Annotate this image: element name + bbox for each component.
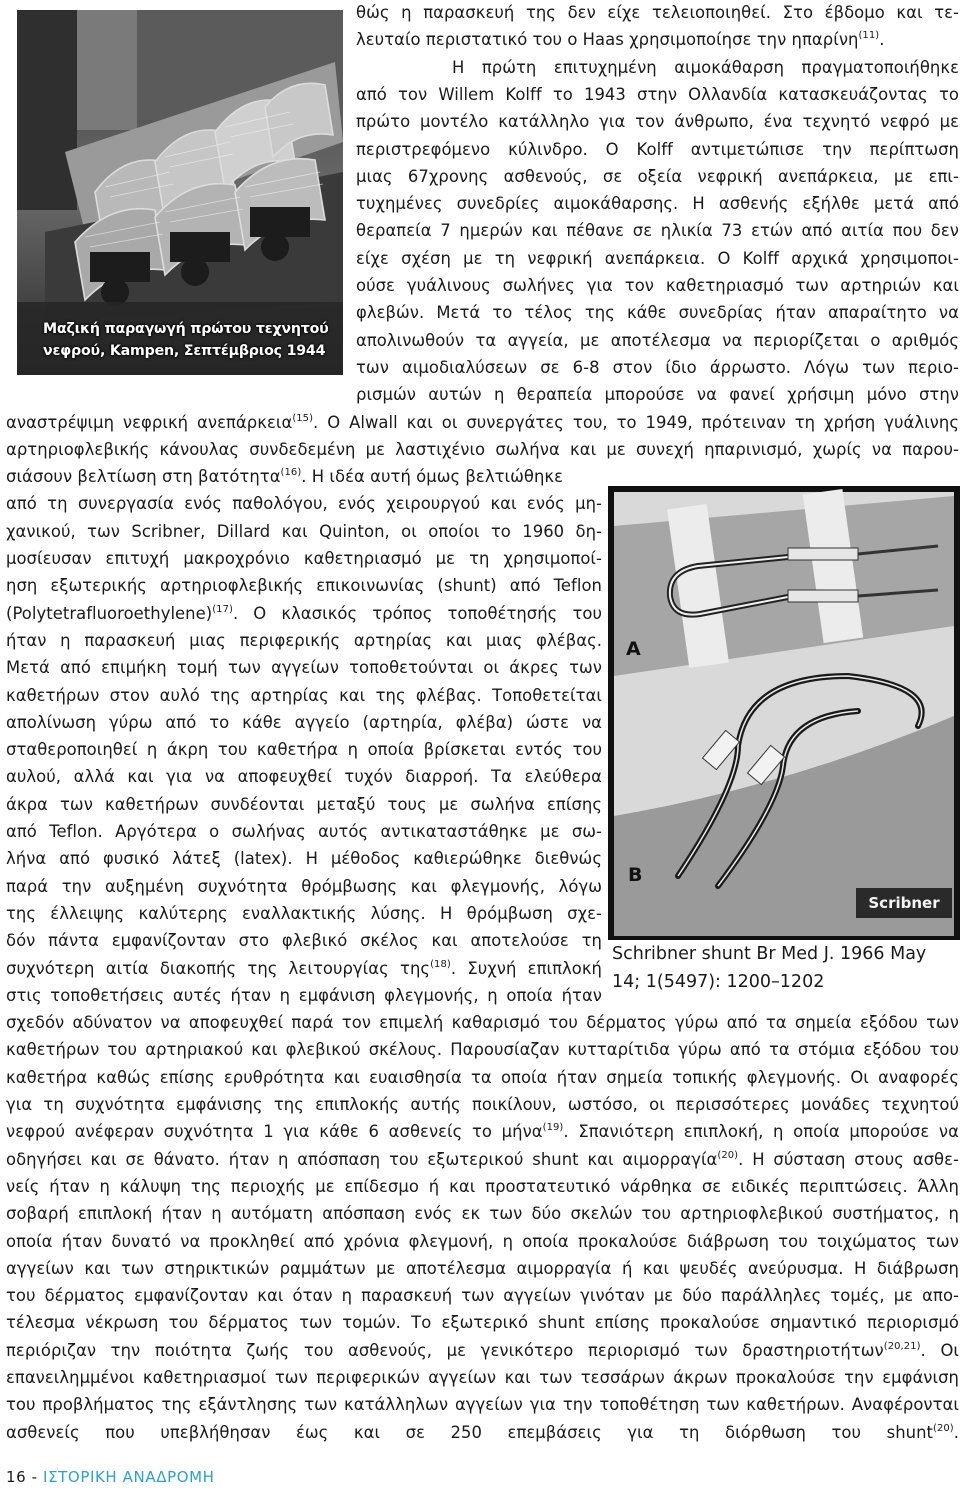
- text-run: φλεβών. Μετά το τέλος της κάθε συνεδρίας ήταν απαραίτητο να: [356, 303, 959, 323]
- text-run: .: [953, 1422, 959, 1442]
- text-line: [6, 439, 959, 461]
- text-line: [6, 766, 602, 788]
- text-run: οδηγήσει και σε θάνατο. ήταν η απόσπαση του εξωτερικού shunt και αιμορραγία: [6, 1149, 718, 1169]
- reference-marker: (20): [717, 1149, 739, 1161]
- text-line: [356, 248, 959, 270]
- panel-label-b: B: [628, 864, 643, 886]
- text-run: της έλλειψης καλύτερης εναλλακτικής λύσης. Η θρόμβωση σχε-: [6, 903, 602, 923]
- text-line: [6, 1258, 959, 1280]
- text-run: περιόριζαν την ποιότητα ζωής του ασθενούς, με γενικότερο περιορισμό των δραστηριοτήτων: [6, 1340, 884, 1360]
- text-line: [6, 1367, 959, 1389]
- text-line: [356, 111, 959, 133]
- reference-marker: (16): [280, 467, 302, 479]
- shunt-caption-line: 14; 1(5497): 1200–1202: [612, 972, 825, 992]
- text-run: . Σπανιότερη επιπλοκή, η οποία μπορούσε να: [563, 1122, 959, 1142]
- text-line: [6, 930, 602, 952]
- text-run: . Ο Alwall και οι συνεργάτες του, το 1949, πρότειναν τη χρήση γυάλινης: [313, 412, 959, 432]
- text-line: [6, 493, 602, 515]
- text-run: επανειλημμένοι καθετηριασμοί των περιφερικών αγγείων και των τεσσάρων άκρων προκαλούσε την εμφάνιση: [6, 1368, 959, 1387]
- text-line: [6, 1149, 959, 1171]
- page-footer: [6, 1468, 215, 1486]
- text-line: [356, 357, 959, 379]
- text-line: [356, 139, 959, 161]
- scribner-tag: Scribner: [856, 888, 952, 918]
- text-run: θώς η παρασκευή της δεν είχε τελειοποιηθεί. Στο έβδομο και τε-: [356, 3, 959, 22]
- text-line: [6, 794, 602, 816]
- text-line: [6, 1039, 959, 1061]
- text-run: καθετήρων στον αυλό της αρτηρίας και της φλέβας. Τοποθετείται: [6, 685, 602, 705]
- text-run: για τη συχνότητα εμφάνισης της επιπλοκής αυτής ποικίλουν, ωστόσο, οι περισσότερες μονάδες τεχνητού: [6, 1095, 959, 1114]
- reference-marker: (15): [292, 412, 314, 424]
- text-run: τυχημένες συνεδρίες αιμοκάθαρσης. Η ασθενής εξήλθε μετά από: [356, 194, 959, 214]
- text-line: [6, 575, 602, 597]
- text-run: σοβαρή επιπλοκή ήταν η αυτόματη απόσπαση ενός εκ των δύο σκελών του αρτηριοφλεβικού συστήματος, η: [6, 1204, 959, 1224]
- text-line: [6, 985, 602, 1007]
- reference-marker: (11): [858, 30, 880, 42]
- text-line: [6, 1422, 959, 1444]
- text-run: ούσε γυάλινους σωλήνες για τον καθετηριασμό των αρτηριών και: [356, 276, 959, 295]
- text-line: [356, 2, 959, 24]
- text-line: [6, 1203, 959, 1225]
- text-run: σχεδόν αδύνατον να αποφευχθεί παρά τον επιμελή καθαρισμό του δέρματος γύρω από τα σημεία εξόδου των: [6, 1013, 959, 1033]
- page-number: 16: [6, 1468, 27, 1486]
- text-line: [6, 1067, 959, 1089]
- reference-marker: (17): [212, 603, 233, 615]
- text-run: δόν πάντα εμφανίζονταν στο φλεβικό σκέλος και αποτελούσε τη: [6, 931, 602, 951]
- text-line: [6, 630, 602, 652]
- text-line: [6, 466, 602, 488]
- text-run: Η πρώτη επιτυχημένη αιμοκάθαρση πραγματοποιήθηκε: [452, 57, 959, 77]
- text-line: [6, 412, 959, 434]
- photo-caption: [43, 318, 343, 362]
- text-run: λήνα από φυσικό λάτεξ (latex). Η μέθοδος καθιερώθηκε διεθνώς: [6, 849, 602, 869]
- text-run: από τη συνεργασία ενός παθολόγου, ενός χειρουργού και ενός μη-: [6, 494, 602, 514]
- text-run: . Συχνή επιπλοκή: [450, 958, 602, 978]
- text-run: ηση εξωτερικής αρτηριοφλεβικής επικοινωνίας (shunt) από Teflon: [6, 576, 602, 596]
- text-line: [6, 1012, 959, 1034]
- text-run: νείς ήταν η κάλυψη της περιοχής με επίδεσμο ή και προστατευτικό νάρθηκα σε ειδικές περιπτώσεις. Άλλη: [6, 1176, 959, 1196]
- text-run: του δέρματος εμφανίζονταν και όταν η παρασκευή των αγγείων γινόταν με δύο παράλληλες τομές, με απο-: [6, 1286, 959, 1306]
- text-run: αρτηριοφλεβικής κάνουλας συνδεδεμένη με λαστιχένιο σωλήνα και με συνεχή ηπαρινισμό, χωρίς να παρου-: [6, 439, 959, 459]
- text-line: [6, 1312, 959, 1334]
- reference-marker: (20,21): [883, 1340, 921, 1352]
- text-line: [6, 821, 602, 843]
- text-line: [6, 657, 602, 679]
- text-line: [356, 275, 959, 297]
- scribner-shunt-figure: [608, 486, 960, 940]
- text-line: [6, 712, 602, 734]
- text-run: . Η ιδέα αυτή όμως βελτιώθηκε: [301, 467, 563, 487]
- text-run: Μετά από επιμήκη τομή των αγγείων τοποθετούνται οι άκρες των: [6, 658, 602, 678]
- text-run: .: [879, 30, 885, 50]
- text-run: θεραπεία 7 ημερών και πέθανε σε ηλικία 73 ετών από αιτία που δεν: [356, 221, 959, 241]
- text-line: [356, 193, 959, 215]
- text-run: αγγείων και των στηρικτικών ραμμάτων με αποτέλεσμα αιμορραγία ή και ψευδές ανεύρυσμα. Η διάβρωση: [6, 1258, 959, 1278]
- shunt-caption-line: Schribner shunt Br Med J. 1966 May: [612, 944, 927, 964]
- text-run: λευταίο περιστατικό του ο Haas χρησιμοποίησε την ηπαρίνη: [356, 30, 859, 50]
- shunt-illustration: [608, 486, 960, 940]
- photo-caption-line: Μαζική παραγωγή πρώτου τεχνητού: [43, 321, 329, 337]
- text-run: τέλεσμα νέκρωση του δέρματος των τομών. Το εξωτερικό shunt επίσης προκαλούσε σημαντικό περιορισμό: [6, 1313, 959, 1333]
- reference-marker: (18): [430, 958, 451, 970]
- text-run: πρώτο μοντέλο κατάλληλο για τον άνθρωπο, ένα τεχνητό νεφρό με: [356, 112, 959, 132]
- text-run: μιας 67χρονης ασθενούς, σε οξεία νεφρική ανεπάρκεια, με επι-: [356, 166, 959, 186]
- text-line: [6, 1231, 959, 1253]
- text-line: [452, 57, 959, 79]
- text-run: από τον Willem Kolff το 1943 στην Ολλανδία κατασκευάζοντας το: [356, 84, 959, 104]
- text-line: [6, 1340, 959, 1362]
- text-line: [6, 1094, 959, 1116]
- text-line: [6, 603, 602, 625]
- reference-marker: (19): [542, 1122, 564, 1134]
- text-run: σταθεροποιηθεί η άκρη του καθετήρα η οποία βρίσκεται εντός του: [6, 740, 602, 760]
- text-line: [356, 84, 959, 106]
- text-line: [6, 548, 602, 570]
- text-run: οποία ήταν δυνατό να προκληθεί από χρόνια φλεγμονή, η οποία προκαλούσε διάβρωση του τοιχώματος των: [6, 1231, 959, 1251]
- text-line: [356, 302, 959, 324]
- text-run: παρά την αυξημένη συχνότητα θρόμβωσης και φλεγμονής, λόγω: [6, 876, 602, 896]
- text-run: . Η σύσταση στους ασθε-: [738, 1149, 959, 1169]
- text-run: από Teflon. Αργότερα ο σωλήνας αυτός αντικαταστάθηκε με σω-: [6, 822, 602, 841]
- reference-marker: (20): [933, 1422, 954, 1434]
- text-run: ρισμών αυτών η θεραπεία μπορούσε να φανεί χρήσιμη μόνο στην: [356, 385, 959, 405]
- text-line: [6, 1394, 959, 1416]
- text-run: σιάσουν βελτίωση στη βατότητα: [6, 467, 281, 487]
- text-line: [6, 1285, 959, 1307]
- text-run: αυλού, αλλά και για να αποφευχθεί τυχόν διαρροή. Τα ελεύθερα: [6, 767, 602, 787]
- text-run: άκρα των καθετήρων συνδέονται μεταξύ τους με σωλήνα επίσης: [6, 794, 602, 814]
- text-run: περιστρεφόμενο κύλινδρο. Ο Kolff αντιμετώπισε την περίπτωση: [356, 139, 959, 159]
- text-run: . Ο κλασικός τρόπος τοποθέτησής του: [232, 603, 602, 623]
- text-run: είχε σχέση με τη νεφρική ανεπάρκεια. Ο Kolff αρχικά χρησιμοποι-: [356, 248, 959, 268]
- text-run: καθετήρων του αρτηριακού και φλεβικού σκέλους. Παρουσίαζαν κυτταρίτιδα γύρω από τα στόμια εξόδου του: [6, 1040, 959, 1060]
- text-line: [356, 220, 959, 242]
- text-run: απολινωθούν τα αγγεία, με αποτέλεσμα να περιορίζεται ο αριθμός: [356, 330, 959, 350]
- text-line: [6, 958, 602, 980]
- footer-separator: -: [26, 1468, 44, 1486]
- text-run: απολίνωση γύρω από το κάθε αγγείο (αρτηρία, φλέβα) ώστε να: [6, 712, 602, 732]
- text-line: [6, 903, 602, 925]
- shunt-caption: [612, 940, 957, 996]
- text-run: μοσίευσαν επιτυχή μακροχρόνιο καθετηριασμό με τη χρησιμοποί-: [6, 549, 602, 568]
- text-line: [356, 330, 959, 352]
- panel-label-a: A: [626, 638, 641, 660]
- text-run: . Οι: [920, 1340, 959, 1360]
- text-line: [6, 848, 602, 870]
- photo-caption-line: νεφρού, Kampen, Σεπτέμβριος 1944: [43, 343, 326, 359]
- text-run: (Polytetrafluoroethylene): [6, 603, 213, 623]
- text-line: [6, 1176, 959, 1198]
- text-run: καθετήρα καθώς επίσης ερυθρότητα και ευαισθησία τα οποία ήταν σημεία τοπικής φλεγμονής. Οι αναφορές: [6, 1067, 959, 1087]
- text-line: [6, 739, 602, 761]
- text-run: στις τοποθετήσεις αυτές ήταν η εμφάνιση φλεγμονής, η οποία ήταν: [6, 985, 602, 1005]
- text-line: [6, 685, 602, 707]
- text-run: των αιμοδιαλύσεων σε 6-8 στον ίδιο άρρωστο. Λόγω των περιο-: [356, 357, 959, 377]
- text-line: [356, 29, 959, 51]
- text-run: αναστρέψιμη νεφρική ανεπάρκεια: [6, 412, 293, 432]
- text-run: νεφρού ανέφεραν συχνότητα 1 για κάθε 6 ασθενείς το μήνα: [6, 1122, 543, 1142]
- text-line: [6, 521, 602, 543]
- text-line: [6, 876, 602, 898]
- text-line: [6, 1121, 959, 1143]
- text-line: [356, 384, 959, 406]
- text-run: ασθενείς που υπεβλήθησαν έως και σε 250 επεμβάσεις για τη διόρθωση του shunt: [6, 1422, 933, 1442]
- text-line: [356, 166, 959, 188]
- text-run: χανικού, των Scribner, Dillard και Quinton, οι οποίοι το 1960 δη-: [6, 521, 602, 541]
- text-run: συχνότερη αιτία διακοπής της λειτουργίας της: [6, 958, 431, 978]
- section-name: ΙΣΤΟΡΙΚΗ ΑΝΑΔΡΟΜΗ: [43, 1468, 215, 1486]
- text-run: του προβλήματος της εξάντλησης των κατάλληλων αγγείων για την τοποθέτηση των καθετήρων. Αναφέρονται: [6, 1395, 959, 1415]
- kolff-kidney-photo: [5, 2, 345, 382]
- text-run: ήταν η παρασκευή μιας περιφερικής αρτηρίας και μιας φλέβας.: [6, 630, 602, 650]
